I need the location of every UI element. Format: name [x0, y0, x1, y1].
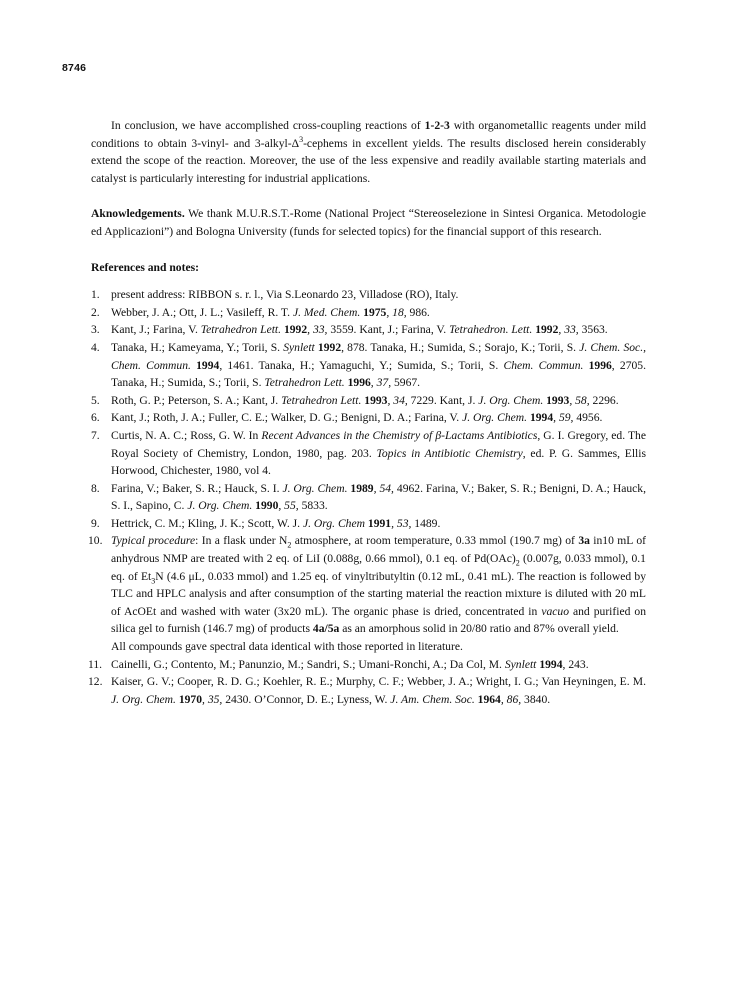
reference-details: , ed. P. G. Sammes, Ellis Horwood, Chichester, 1980, vol 4. [111, 446, 647, 478]
reference-number: 8. [91, 481, 100, 495]
reference-pages: 1489. [411, 516, 441, 530]
reference-item [91, 304, 646, 322]
reference-authors: Webber, J. A.; Ott, J. L.; Vasileff, R. T. [111, 305, 293, 319]
journal-name: Synlett [283, 340, 315, 354]
reference-authors: Curtis, N. A. C.; Ross, G. W. In [111, 428, 262, 442]
journal-name: Synlett [504, 657, 537, 671]
acknowledgements-text: We thank M.U.R.S.T.-Rome (National Project “Stereoselezione in Sintesi Organica. Metodologie ed Applicazioni”) and Bologna University (funds for selected topics) for the financial support of this research. [91, 207, 646, 238]
reference-year: 1970 [175, 692, 203, 706]
reference-year: 1964 [474, 692, 501, 706]
acknowledgements-heading: Aknowledgements. [91, 207, 185, 221]
reference-list [88, 286, 647, 708]
procedure-text: (0.007g, 0.033 mmol), 0.1 eq. of Et [111, 552, 646, 583]
reference-pages: , 243. [562, 657, 589, 671]
reference-pages: , 2705. Tanaka, H.; Sumida, S.; Torii, S. [111, 358, 646, 390]
journal-name: J. Org. Chem. [478, 393, 544, 407]
reference-year: 1994 [536, 657, 563, 671]
reference-authors: Kant, J.; Roth, J. A.; Fuller, C. E.; Walker, D. G.; Benigni, D. A.; Farina, V. [111, 411, 463, 425]
procedure-note: All compounds gave spectral data identical with those reported in literature. [111, 640, 463, 654]
reference-number: 1. [91, 288, 100, 302]
reference-year: 1975 [360, 305, 387, 319]
reference-volume: , 53, [391, 516, 412, 530]
reference-year: 1990 [252, 499, 279, 513]
journal-name: Tetrahedron Lett. [281, 393, 362, 407]
reference-details: , G. I. Gregory, ed. The Royal Society of Chemistry, London, 1980, pag. 203. [111, 428, 646, 460]
reference-volume: , 55, [278, 499, 299, 513]
reference-pages: , 1461. Tanaka, H.; Yamaguchi, Y.; Sumida, S.; Torii, S. [219, 358, 504, 372]
reference-pages: 3559. Kant, J.; Farina, V. [327, 323, 450, 337]
journal-name: J. Med. Chem. [292, 305, 361, 319]
reference-item [91, 392, 646, 410]
journal-name: Chem. Commun. [503, 358, 584, 372]
reference-authors: Tanaka, H.; Kameyama, Y.; Torii, S. [111, 340, 284, 354]
reference-number: 4. [91, 340, 100, 354]
reference-item [88, 656, 646, 674]
reference-authors: Farina, V.; Baker, S. R.; Hauck, S. I. [111, 481, 283, 495]
reference-number: 7. [91, 428, 100, 442]
reference-number: 6. [91, 411, 100, 425]
reference-volume: , 59, [553, 411, 574, 425]
reference-authors: Kaiser, G. V.; Cooper, R. D. G.; Koehler, R. E.; Murphy, C. F.; Webber, J. A.; Wright, I. G.; Van Heyningen, E. M. [111, 675, 646, 689]
reference-year: 1994 [190, 358, 220, 372]
compound-label: 3a [578, 534, 590, 548]
journal-name: J. Org. Chem. [462, 411, 528, 425]
reference-pages: 2296. [589, 393, 619, 407]
reference-pages: 3563. [578, 323, 608, 337]
reference-volume: , 86, [500, 692, 522, 706]
reference-year: 1996 [344, 376, 371, 390]
procedure-text: as an amorphous solid in 20/80 ratio and 87% overall yield. [339, 622, 619, 636]
reference-year: 1992 [532, 323, 559, 337]
acknowledgements-paragraph [91, 205, 646, 240]
reference-authors: Roth, G. P.; Peterson, S. A.; Kant, J. [111, 393, 282, 407]
references-heading: References and notes: [91, 260, 199, 274]
reference-number: 2. [91, 305, 100, 319]
reference-number: 9. [91, 516, 100, 530]
subscript: 2 [515, 558, 520, 568]
reference-item [91, 409, 646, 427]
reference-pages: , 878. Tanaka, H.; Sumida, S.; Sorajo, K.; Torii, S. [341, 340, 580, 354]
reference-item [91, 480, 646, 515]
reference-year: 1989 [347, 481, 374, 495]
reference-text: present address: RIBBON s. r. l., Via S.Leonardo 23, Villadose (RO), Italy. [111, 288, 459, 302]
procedure-text: atmosphere, at room temperature, 0.33 mmol (190.7 mg) of [291, 534, 579, 548]
subscript: 2 [287, 540, 292, 550]
reference-pages: 3840. [521, 692, 551, 706]
reference-volume: , 35, [202, 692, 223, 706]
reference-authors: Kant, J.; Farina, V. [111, 323, 201, 337]
journal-name: J. Org. Chem [302, 516, 365, 530]
journal-name: J. Org. Chem. [282, 481, 348, 495]
reference-year: 1992 [314, 340, 342, 354]
article-body [88, 117, 647, 708]
superscript: 3 [299, 134, 304, 144]
reference-pages: 7229. Kant, J. [407, 393, 479, 407]
journal-name: J. Am. Chem. Soc. [390, 692, 475, 706]
reference-pages: 4962. Farina, V.; Baker, S. R.; Benigni, D. A.; Hauck, S. I., Sapino, C. [111, 481, 646, 513]
reference-item [91, 515, 646, 533]
reference-item [91, 321, 646, 339]
reference-pages: 4956. [573, 411, 603, 425]
reference-item [88, 532, 647, 655]
journal-name: J. Org. Chem. [111, 692, 176, 706]
reference-volume: , 33, [558, 323, 579, 337]
reference-item [91, 286, 646, 304]
reference-year: 1993 [543, 393, 570, 407]
reference-authors: Hettrick, C. M.; Kling, J. K.; Scott, W. J. [111, 516, 303, 530]
reference-volume: , 34, [387, 393, 408, 407]
reference-number: 11. [88, 657, 103, 671]
reference-item [91, 427, 646, 480]
reference-pages: 5833. [298, 499, 328, 513]
reference-volume: , 18, [386, 305, 407, 319]
reference-year: 1991 [365, 516, 392, 530]
latin-term: vacuo [541, 604, 569, 618]
procedure-text: and purified on silica gel to furnish (146.7 mg) of products [111, 604, 647, 636]
page-number: 8746 [62, 62, 87, 74]
reference-item [91, 339, 646, 392]
journal-name: Tetrahedron Lett. [264, 376, 345, 390]
reference-pages: 5967. [391, 376, 421, 390]
reference-year: 1992 [281, 323, 308, 337]
journal-name: J. Chem. Soc., Chem. Commun. [111, 340, 647, 372]
compound-label: 4a/5a [312, 622, 340, 636]
conclusion-paragraph [91, 117, 646, 187]
subscript: 3 [151, 575, 156, 585]
conclusion-text: -cephems in excellent yields. The results disclosed herein considerably extend the scope of the reaction. Moreover, the use of the less expensive and readily available starting materials and catalyst is particularly interesting for industrial applications. [91, 136, 646, 185]
reference-number: 5. [91, 393, 100, 407]
reference-pages: 2430. O’Connor, D. E.; Lyness, W. [222, 692, 391, 706]
reference-volume: , 54, [373, 481, 394, 495]
reference-volume: , 33, [307, 323, 328, 337]
reference-number: 10. [88, 534, 103, 548]
conclusion-text: with organometallic reagents under mild conditions to obtain 3-vinyl- and 3-alkyl-Δ [91, 119, 646, 150]
reference-item [88, 673, 646, 708]
reference-number: 12. [88, 675, 103, 689]
reference-year: 1994 [527, 411, 554, 425]
book-title: Recent Advances in the Chemistry of β-Lactams Antibiotics [261, 428, 538, 442]
journal-name: J. Org. Chem. [187, 499, 253, 513]
book-title: Topics in Antibiotic Chemistry [376, 446, 523, 460]
journal-name: Tetrahedron Lett. [200, 323, 282, 337]
reference-year: 1996 [583, 358, 612, 372]
reference-authors: Cainelli, G.; Contento, M.; Panunzio, M.; Sandri, S.; Umani-Ronchi, A.; Da Col, M. [111, 657, 505, 671]
procedure-text: in10 mL of anhydrous NMP are treated with 2 eq. of LiI (0.088g, 0.66 mmol), 0.1 eq. of Pd(OAc) [111, 534, 647, 566]
reference-pages: 986. [406, 305, 430, 319]
journal-name: Tetrahedron. Lett. [449, 323, 533, 337]
procedure-label: Typical procedure [111, 534, 196, 548]
reference-volume: , 37, [370, 376, 392, 390]
reference-number: 3. [91, 323, 100, 337]
reference-year: 1993 [361, 393, 388, 407]
procedure-text: : In a flask under N [195, 534, 288, 548]
reference-volume: , 58, [569, 393, 590, 407]
conclusion-text: In conclusion, we have accomplished cross-coupling reactions of [111, 119, 425, 132]
procedure-text: N (4.6 μL, 0.033 mmol) and 1.25 eq. of vinyltributyltin (0.12 mL, 0.41 mL). The reaction is followed by TLC and HPLC analysis and after consumption of the starting material the reaction mixture is diluted with 20 mL of AcOEt and washed with water (3x20 mL). The organic phase is dried, concentrated in [111, 569, 646, 618]
compound-label: 1-2-3 [424, 119, 450, 132]
